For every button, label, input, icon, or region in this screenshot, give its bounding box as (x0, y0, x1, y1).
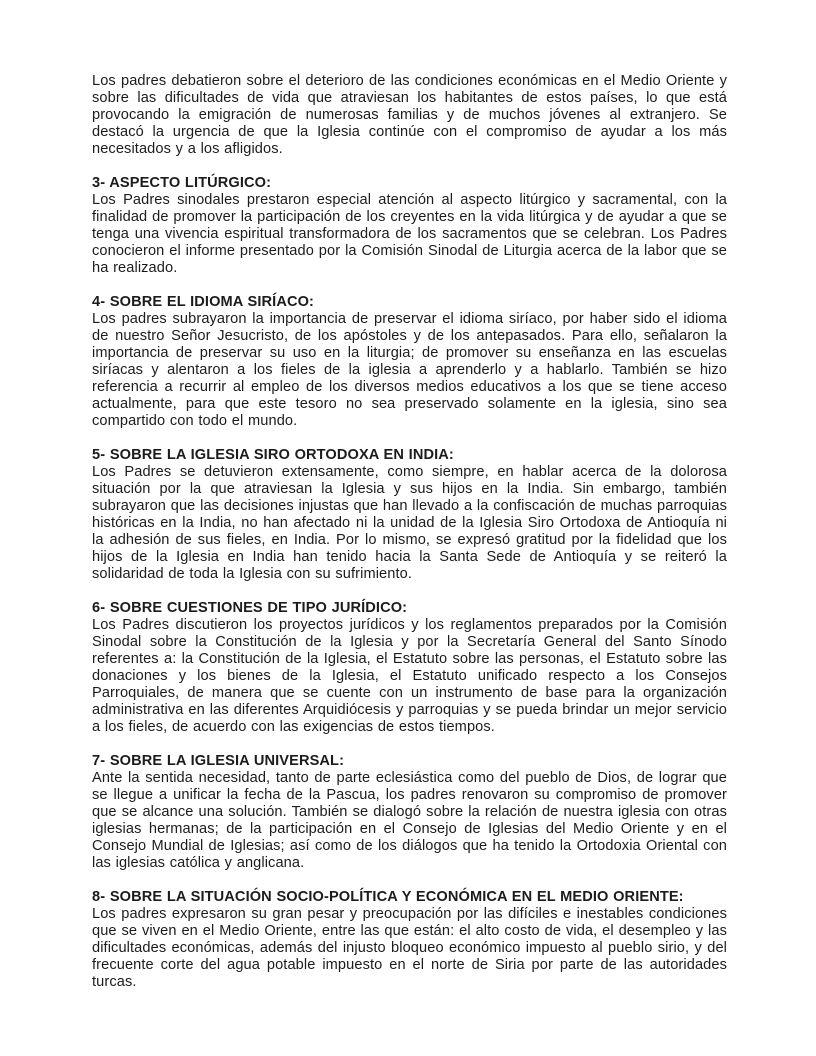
section-iglesia-universal (92, 753, 727, 872)
section-heading-aspecto-liturgico: 3- ASPECTO LITÚRGICO: (92, 175, 272, 191)
section-heading-idioma-siriaco: 4- SOBRE EL IDIOMA SIRÍACO: (92, 294, 315, 310)
section-body-aspecto-liturgico: Los Padres sinodales prestaron especial atención al aspecto litúrgico y sacramental, con la finalidad de promover la participación de los creyentes en la vida litúrgica y de ayudar a que se tenga una vivencia espiritual transformadora de los sacramentos que se celebran. Los Padres conocieron el informe presentado por la Comisión Sinodal de Liturgia acerca de la labor que se ha realizado. (92, 192, 727, 276)
section-heading-cuestiones-juridicas: 6- SOBRE CUESTIONES DE TIPO JURÍDICO: (92, 600, 408, 616)
section-heading-iglesia-siro-ortodoxa-india: 5- SOBRE LA IGLESIA SIRO ORTODOXA EN INDIA: (92, 447, 454, 463)
section-situacion-socio-politica (92, 889, 727, 991)
section-body-iglesia-universal: Ante la sentida necesidad, tanto de parte eclesiástica como del pueblo de Dios, de lograr que se llegue a unificar la fecha de la Pascua, los padres renovaron su compromiso de promover que se alcance una solución. También se dialogó sobre la relación de nuestra iglesia con otras iglesias hermanas; de la participación en el Consejo de Iglesias del Medio Oriente y en el Consejo Mundial de Iglesias; así como de los diálogos que ha tenido la Ortodoxia Oriental con las iglesias católica y anglicana. (92, 770, 727, 871)
intro-paragraph: Los padres debatieron sobre el deterioro de las condiciones económicas en el Medio Oriente y sobre las dificultades de vida que atraviesan los habitantes de estos países, lo que está provocando la emigración de numerosas familias y de muchos jóvenes al extranjero. Se destacó la urgencia de que la Iglesia continúe con el compromiso de ayudar a los más necesitados y a los afligidos. (92, 73, 727, 157)
section-body-idioma-siriaco: Los padres subrayaron la importancia de preservar el idioma siríaco, por haber sido el idioma de nuestro Señor Jesucristo, de los apóstoles y de los antepasados. Para ello, señalaron la importancia de preservar su uso en la liturgia; de promover su enseñanza en las escuelas siríacas y alentaron a los fieles de la iglesia a aprenderlo y a hablarlo. También se hizo referencia a recurrir al empleo de los diversos medios educativos a los que se tiene acceso actualmente, para que este tesoro no sea preservado solamente en la iglesia, sino sea compartido con todo el mundo. (92, 311, 727, 429)
section-heading-iglesia-universal: 7- SOBRE LA IGLESIA UNIVERSAL: (92, 753, 345, 769)
section-body-situacion-socio-politica: Los padres expresaron su gran pesar y preocupación por las difíciles e inestables condiciones que se viven en el Medio Oriente, entre las que están: el alto costo de vida, el desempleo y las dificultades económicas, además del injusto bloqueo económico impuesto al pueblo sirio, y del frecuente corte del agua potable impuesto en el norte de Siria por parte de las autoridades turcas. (92, 906, 727, 990)
section-cuestiones-juridicas (92, 600, 727, 736)
section-body-iglesia-siro-ortodoxa-india: Los Padres se detuvieron extensamente, como siempre, en hablar acerca de la dolorosa situación por la que atraviesan la Iglesia y sus hijos en la India. Sin embargo, también subrayaron que las decisiones injustas que han llevado a la confiscación de muchas parroquias históricas en la India, no han afectado ni la unidad de la Iglesia Siro Ortodoxa de Antioquía ni la adhesión de sus fieles, en India. Por lo mismo, se expresó gratitud por la fidelidad que los hijos de la Iglesia en India han tenido hacia la Santa Sede de Antioquía y se reiteró la solidaridad de toda la Iglesia con su sufrimiento. (92, 464, 727, 582)
section-aspecto-liturgico (92, 175, 727, 277)
section-iglesia-siro-ortodoxa-india (92, 447, 727, 583)
section-body-cuestiones-juridicas: Los Padres discutieron los proyectos jurídicos y los reglamentos preparados por la Comisión Sinodal sobre la Constitución de la Iglesia y por la Secretaría General del Santo Sínodo referentes a: la Constitución de la Iglesia, el Estatuto sobre las personas, el Estatuto sobre las donaciones y los bienes de la Iglesia, el Estatuto unificado respecto a los Consejos Parroquiales, de manera que se cuente con un instrumento de base para la organización administrativa en las diferentes Arquidiócesis y parroquias y se pueda brindar un mejor servicio a los fieles, de acuerdo con las exigencias de estos tiempos. (92, 617, 727, 735)
section-heading-situacion-socio-politica: 8- SOBRE LA SITUACIÓN SOCIO-POLÍTICA Y ECONÓMICA EN EL MEDIO ORIENTE: (92, 889, 684, 905)
section-idioma-siriaco (92, 294, 727, 430)
